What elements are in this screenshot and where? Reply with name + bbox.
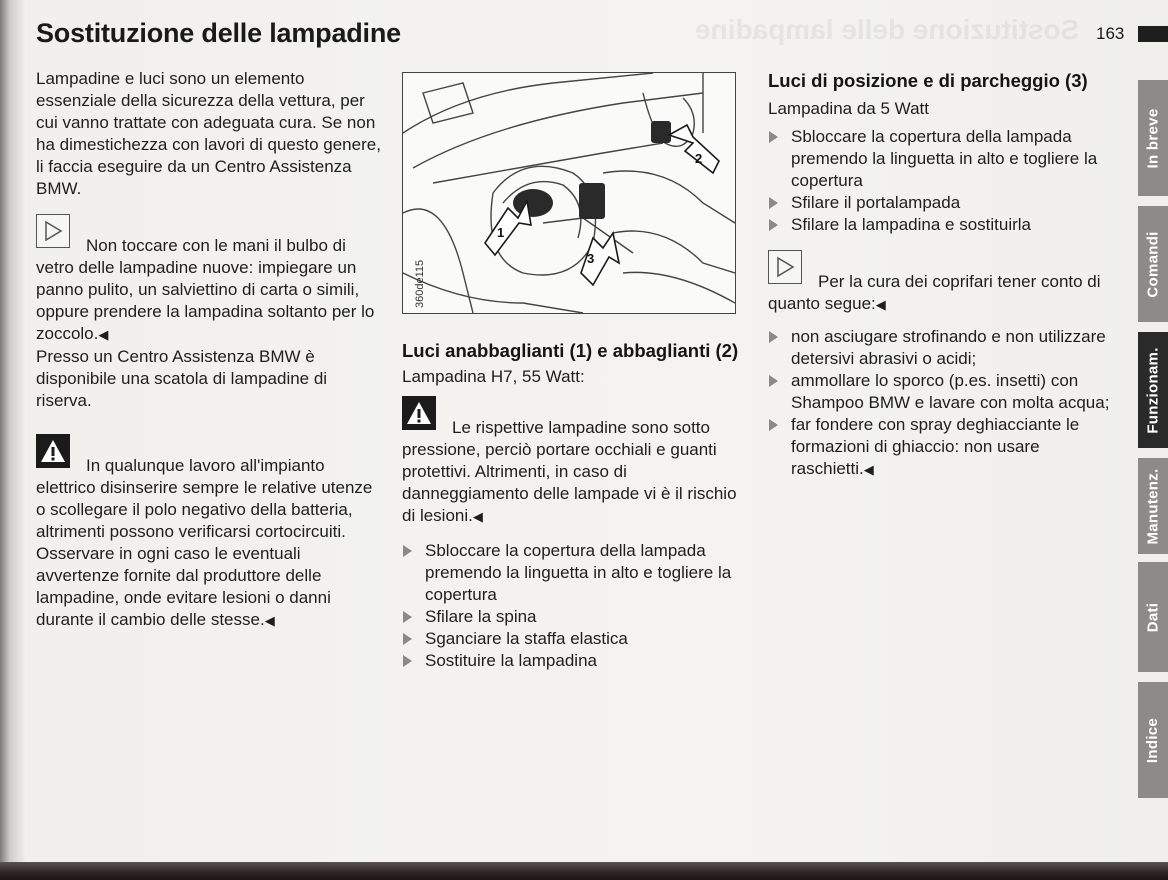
warning-paragraph: Le rispettive lampadine sono sotto pressione, perciò portare occhiali e guanti protettivi. Altrimenti, in caso di danneggiamento delle lampade vi è il rischio di lesioni.◀ xyxy=(402,418,737,525)
tab-dati[interactable]: Dati xyxy=(1138,562,1168,672)
column-right xyxy=(768,70,1118,481)
tab-manutenz[interactable]: Manutenz. xyxy=(1138,458,1168,554)
steps-list xyxy=(768,126,1118,236)
column-left xyxy=(36,68,384,632)
bulb-spec: Lampadina da 5 Watt xyxy=(768,99,929,118)
list-item: Sfilare la lampadina e sostituirla xyxy=(768,214,1118,236)
tab-in-breve[interactable]: In breve xyxy=(1138,80,1168,196)
end-mark: ◀ xyxy=(863,462,874,477)
figure-label-3: 3 xyxy=(587,251,595,266)
warning-icon xyxy=(402,396,436,430)
tab-indice[interactable]: Indice xyxy=(1138,682,1168,798)
section-heading-position-lights: Luci di posizione e di parcheggio (3) xyxy=(768,70,1088,91)
end-mark: ◀ xyxy=(875,297,886,312)
list-item: ammollare lo sporco (p.es. insetti) con Shampoo BMW e lavare con molta acqua; xyxy=(768,370,1118,414)
page-number: 163 xyxy=(1096,24,1125,43)
tab-funzionam[interactable]: Funzionam. xyxy=(1138,332,1168,448)
bulb-spec: Lampadina H7, 55 Watt: xyxy=(402,367,585,386)
end-mark: ◀ xyxy=(472,509,483,524)
headlight-figure xyxy=(402,72,736,314)
observe-paragraph: Osservare in ogni caso le eventuali avvertenze fornite dal produttore delle lampadine, onde evitare lesioni o danni durante il cambio delle stesse.◀ xyxy=(36,544,331,629)
end-mark: ◀ xyxy=(264,613,275,628)
list-item: Sostituire la lampadina xyxy=(402,650,752,672)
list-item: Sfilare la spina xyxy=(402,606,752,628)
care-list xyxy=(768,326,1118,481)
figure-code: 360de115 xyxy=(414,259,426,308)
section-heading-low-high-beam: Luci anabbaglianti (1) e abbaglianti (2) xyxy=(402,340,739,361)
column-middle xyxy=(402,340,752,672)
list-item: far fondere con spray deghiacciante le formazioni di ghiaccio: non usare raschietti.◀ xyxy=(768,414,1118,481)
headlight-illustration xyxy=(403,73,735,313)
book-binding-edge xyxy=(0,862,1168,880)
list-item: Sbloccare la copertura della lampada premendo la linguetta in alto e togliere la copertura xyxy=(402,540,752,606)
chapter-tabs xyxy=(1138,80,1168,800)
figure-label-1: 1 xyxy=(497,225,505,240)
end-mark: ◀ xyxy=(98,327,109,342)
page-title: Sostituzione delle lampadine xyxy=(36,18,401,48)
note-paragraph: Non toccare con le mani il bulbo di vetro delle lampadine nuove: impiegare un panno pulito, un salviettino di carta o simili, oppure prendere la lampadina soltanto per lo zoccolo.◀ xyxy=(36,236,375,343)
spare-paragraph: Presso un Centro Assistenza BMW è disponibile una scatola di lampadine di riserva. xyxy=(36,347,328,410)
warning-icon xyxy=(36,434,70,468)
tab-comandi[interactable]: Comandi xyxy=(1138,206,1168,322)
intro-paragraph: Lampadine e luci sono un elemento essenziale della sicurezza della vettura, per cui vanno trattate con adeguata cura. Se non ha dimestichezza con lavori di questo genere, li faccia eseguire da un Centro Assistenza BMW. xyxy=(36,69,381,198)
corner-tab xyxy=(1138,26,1168,42)
list-item: Sganciare la staffa elastica xyxy=(402,628,752,650)
show-through-title: Sostituzione delle lampadine xyxy=(695,14,1080,45)
list-item: Sfilare il portalampada xyxy=(768,192,1118,214)
list-item: Sbloccare la copertura della lampada premendo la linguetta in alto e togliere la copertura xyxy=(768,126,1118,192)
list-item: non asciugare strofinando e non utilizzare detersivi abrasivi o acidi; xyxy=(768,326,1118,370)
note-paragraph: Per la cura dei coprifari tener conto di quanto segue:◀ xyxy=(768,272,1101,313)
steps-list xyxy=(402,540,752,672)
figure-label-2: 2 xyxy=(695,151,703,166)
warning-paragraph: In qualunque lavoro all'impianto elettrico disinserire sempre le relative utenze o scollegare il polo negativo della batteria, altrimenti possono verificarsi cortocircuiti. xyxy=(36,456,373,541)
